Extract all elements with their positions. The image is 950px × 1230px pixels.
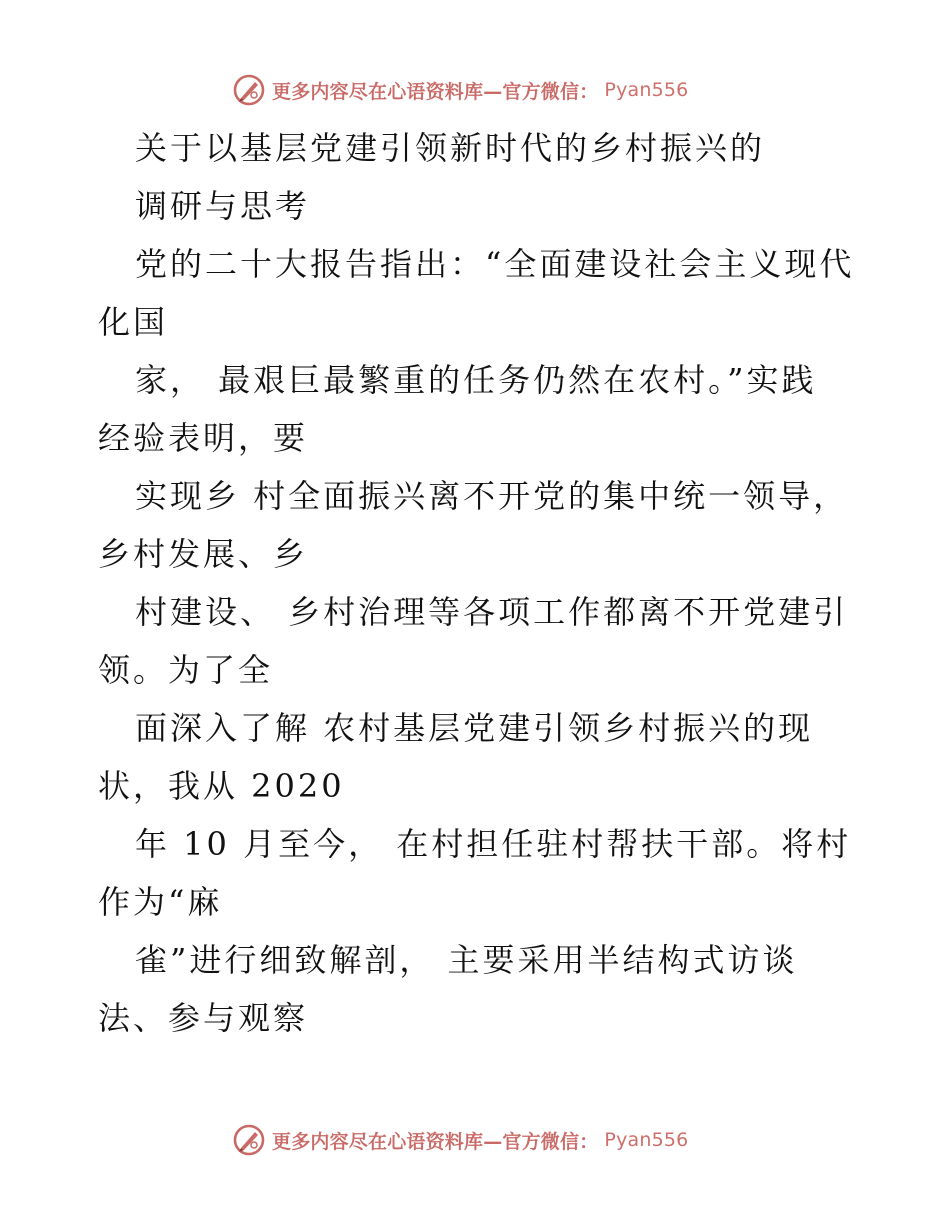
paragraph-line: 雀”进行细致解剖， 主要采用半结构式访谈 — [135, 941, 798, 979]
watermark-header — [232, 72, 752, 108]
paragraph-line: 经验表明，要 — [98, 419, 309, 457]
paragraph-line: 领。为了全 — [98, 651, 274, 689]
paragraph-line: 实现乡 村全面振兴离不开党的集中统一领导， — [135, 477, 849, 515]
quill-pen-logo-icon — [232, 1123, 266, 1157]
title-line-1: 关于以基层党建引领新时代的乡村振兴的 — [135, 129, 766, 167]
paragraph-line: 面深入了解 农村基层党建引领乡村振兴的现 — [135, 709, 814, 747]
quill-pen-logo-icon — [232, 73, 266, 107]
watermark-text: 更多内容尽在心语资料库—官方微信： — [272, 1130, 599, 1153]
paragraph-line: 化国 — [98, 303, 169, 341]
paragraph-line: 党的二十大报告指出：“全面建设社会主义现代 — [135, 245, 855, 283]
watermark-text: 更多内容尽在心语资料库—官方微信： — [272, 80, 599, 103]
watermark-handle: Pyan556 — [604, 1129, 689, 1151]
paragraph-line: 年 10 月至今， 在村担任驻村帮扶干部。将村 — [135, 825, 852, 863]
watermark-handle: Pyan556 — [604, 79, 689, 101]
paragraph-line: 乡村发展、乡 — [98, 535, 309, 573]
paragraph-line: 作为“麻 — [98, 883, 223, 921]
paragraph-line: 状，我从 2020 — [98, 767, 345, 805]
paragraph-line: 家， 最艰巨最繁重的任务仍然在农村。”实践 — [135, 361, 817, 399]
paragraph-line: 法、参与观察 — [98, 999, 309, 1037]
watermark-footer — [232, 1122, 752, 1158]
title-line-2: 调研与思考 — [135, 187, 311, 225]
paragraph-line: 村建设、 乡村治理等各项工作都离不开党建引 — [135, 593, 849, 631]
